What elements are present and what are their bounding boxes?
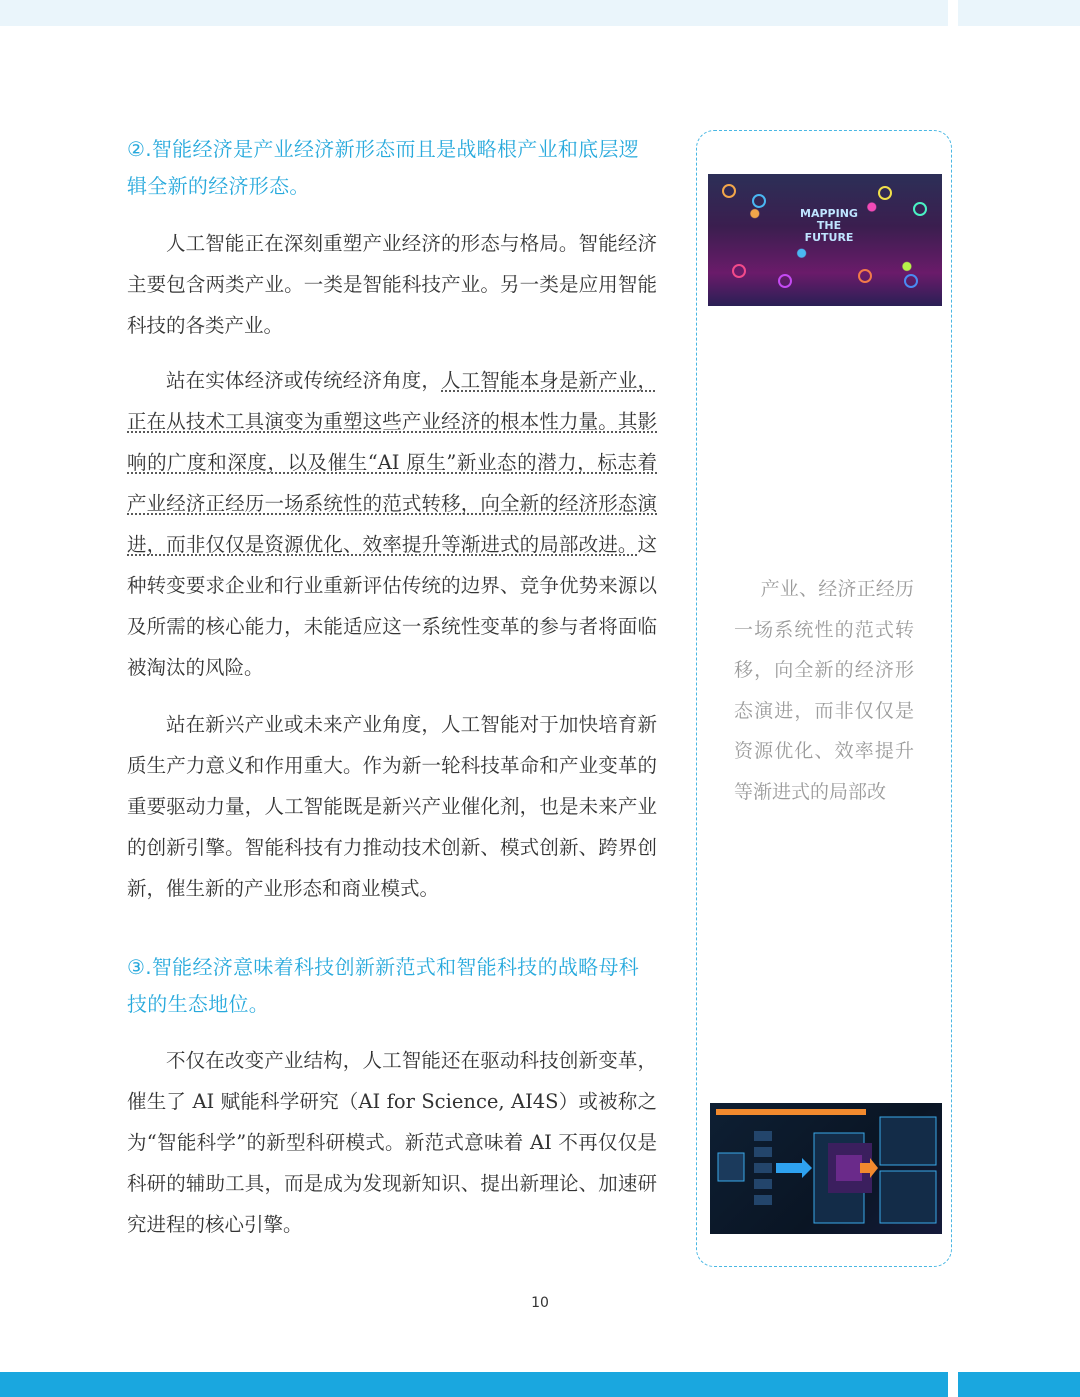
- paragraph-2-tail: 这种转变要求企业和行业重新评估传统的边界、竞争优势来源以及所需的核心能力，未能适应这一系统性变革的参与者将面临被淘汰的风险。: [127, 533, 657, 679]
- image-overlay-text: MAPPING THE FUTURE: [800, 207, 858, 244]
- paragraph-3: 站在新兴产业或未来产业角度，人工智能对于加快培育新质生产力意义和作用重大。作为新一轮科技革命和产业变革的重要驱动力量，人工智能既是新兴产业催化剂，也是未来产业的创新引擎。智能科技有力推动技术创新、模式创新、跨界创新，催生新的产业形态和商业模式。: [127, 713, 657, 900]
- image-bubble: [858, 269, 872, 283]
- image-bubble: [904, 274, 918, 288]
- image-bubble: [752, 194, 766, 208]
- bottom-band-side: [958, 1372, 1080, 1397]
- image-bubble: [778, 274, 792, 288]
- top-band: [0, 0, 948, 26]
- bottom-band: [0, 1372, 948, 1397]
- sidebar-image-mapping-the-future: [708, 174, 942, 306]
- diagram-graphic: [710, 1103, 942, 1234]
- paragraph-2-underlined: 人工智能本身是新产业，正在从技术工具演变为重塑这些产业经济的根本性力量。其影响的广度和深度，以及催生“AI 原生”新业态的潜力，标志着产业经济正经历一场系统性的范式转移，向全新的经济形态演进，而非仅仅是资源优化、效率提升等渐进式的局部改进。: [127, 369, 657, 556]
- section-heading-2: ②.智能经济是产业经济新形态而且是战略根产业和底层逻辑全新的经济形态。: [127, 137, 640, 198]
- page-number: 10: [531, 1295, 549, 1311]
- paragraph-1: 人工智能正在深刻重塑产业经济的形态与格局。智能经济主要包含两类产业。一类是智能科技产业。另一类是应用智能科技的各类产业。: [127, 232, 657, 337]
- paragraph-4: 不仅在改变产业结构，人工智能还在驱动科技创新变革，催生了 AI 赋能科学研究（AI for Science, AI4S）或被称之为“智能科学”的新型科研模式。新范式意味着 AI 不再仅仅是科研的辅助工具，而是成为发现新知识、提出新理论、加速研究进程的核心引擎。: [127, 1049, 657, 1236]
- paragraph-2-lead: 站在实体经济或传统经济角度，: [166, 369, 442, 392]
- paragraph-2: [127, 360, 657, 688]
- image-bubble: [722, 184, 736, 198]
- image-bubble: [878, 186, 892, 200]
- image-bubble: [732, 264, 746, 278]
- top-band-side: [958, 0, 1080, 26]
- sidebar-pull-quote: 产业、经济正经历一场系统性的范式转移，向全新的经济形态演进，而非仅仅是资源优化、效率提升等渐进式的局部改: [734, 578, 914, 803]
- sidebar-image-ai-diagram: [710, 1103, 942, 1234]
- section-heading-3: ③.智能经济意味着科技创新新范式和智能科技的战略母科技的生态地位。: [127, 955, 640, 1016]
- image-bubble: [913, 202, 927, 216]
